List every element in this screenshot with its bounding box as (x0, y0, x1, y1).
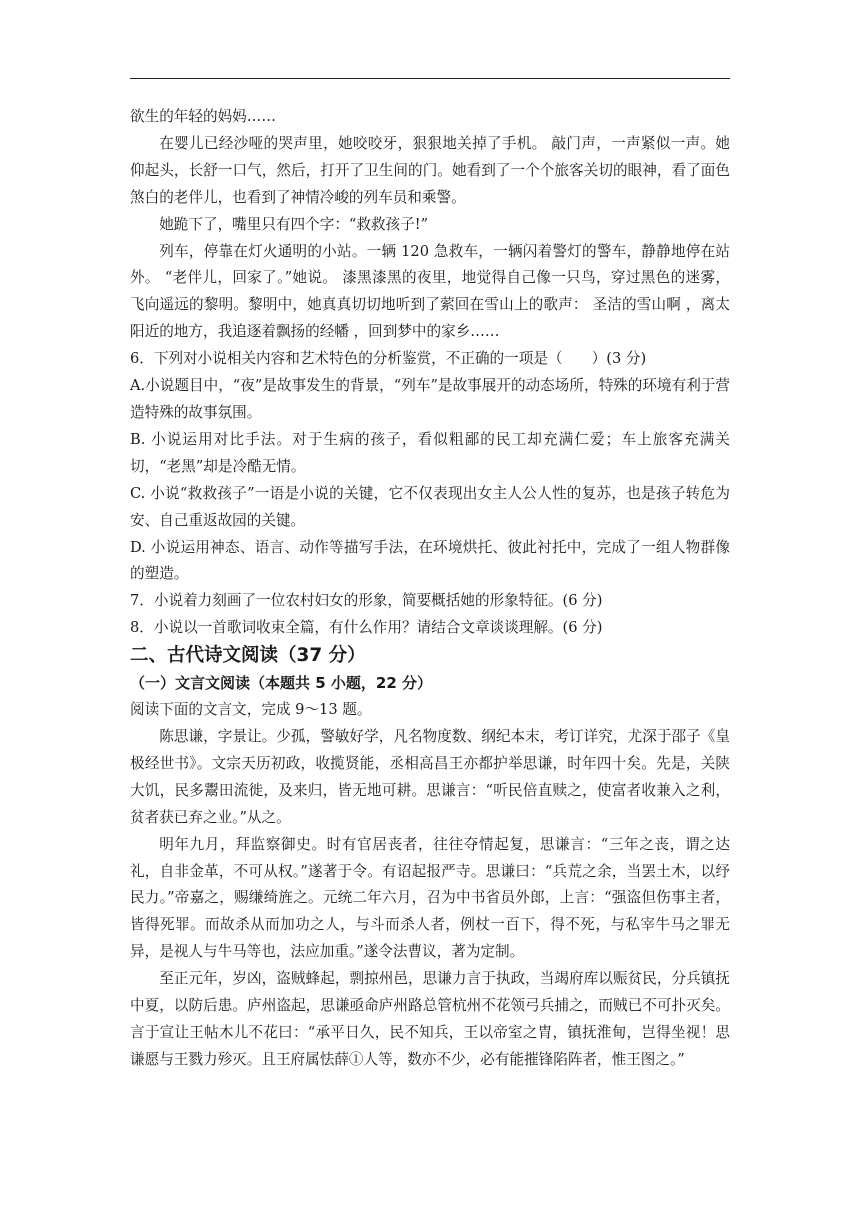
subsection-title: （一）文言文阅读（本题共 5 小题，22 分） (130, 674, 432, 693)
header-rule (130, 78, 730, 79)
page-content (130, 104, 730, 1074)
question-6-option-c: C. 小说“救救孩子”一语是小说的关键，它不仅表现出女主人公人性的复苏，也是孩子转危为安、自己重返故园的关键。 (130, 484, 730, 529)
section-2-title: 二、古代诗文阅读（37 分） (130, 645, 366, 667)
story-paragraph: 她跪下了，嘴里只有四个字：“救救孩子!” (159, 215, 429, 233)
question-6-stem: 6．下列对小说相关内容和艺术特色的分析鉴赏，不正确的一项是（ ）(3 分) (130, 350, 647, 368)
question-6-option-a: A.小说题目中，“夜”是故事发生的背景，“列车”是故事展开的动态场所，特殊的环境有利于营造特殊的故事氛围。 (130, 377, 730, 421)
classical-paragraph: 明年九月，拜监察御史。时有官居丧者，往往夺情起复，思谦言：“三年之丧，谓之达礼，自非金革，不可从权。”遂著于令。有诏起报严寺。思谦曰：“兵荒之余，当罢土木，以纾民力。”帝嘉之，赐缣绮旌之。元统二年六月，召为中书省员外郎，上言：“强盗但伤事主者，皆得死罪。而故杀从而加功之人，与斗而杀人者，例杖一百下，得不死，与私宰牛马之罪无异，是视人与牛马等也，法应加重。”遂令法曹议，著为定制。 (130, 835, 730, 961)
story-paragraph: 列车，停靠在灯火通明的小站。一辆 120 急救车，一辆闪着警灯的警车，静静地停在站外。 “老伴儿，回家了。”她说。 漆黑漆黑的夜里，地觉得自己像一只鸟，穿过黑色的迷雾，飞向遥远的黎明。黎明中，她真真切切地听到了萦回在雪山上的歌声： 圣洁的雪山啊 ，离太阳近的地方，我追逐着飘扬的经幡 ，回到梦中的家乡…… (130, 242, 730, 341)
reading-instruction: 阅读下面的文言文，完成 9～13 题。 (130, 701, 372, 719)
question-6-option-d: D. 小说运用神态、语言、动作等描写手法，在环境烘托、彼此衬托中，完成了一组人物群像的塑造。 (130, 538, 730, 583)
question-8: 8．小说以一首歌词收束全篇，有什么作用？请结合文章谈谈理解。(6 分) (130, 619, 603, 637)
question-6-option-b: B. 小说运用对比手法。对于生病的孩子，看似粗鄙的民工却充满仁爱；车上旅客充满关切，“老黑”却是冷酷无情。 (130, 430, 730, 475)
story-line-continued: 欲生的年轻的妈妈…… (130, 108, 276, 125)
story-paragraph: 在婴儿已经沙哑的哭声里，她咬咬牙，狠狠地关掉了手机。 敲门声，一声紧似一声。她仰起头，长舒一口气，然后，打开了卫生间的门。她看到了一个个旅客关切的眼神，看了面色煞白的老伴儿，也看到了神情冷峻的列车员和乘警。 (130, 134, 730, 206)
question-7: 7．小说着力刻画了一位农村妇女的形象，简要概括她的形象特征。(6 分) (130, 592, 603, 610)
classical-paragraph: 至正元年，岁凶，盗贼蜂起，剽掠州邑，思谦力言于执政，当竭府库以赈贫民，分兵镇抚中夏，以防后患。庐州盗起，思谦亟命庐州路总管杭州不花领弓兵捕之，而贼已不可扑灭矣。言于宣让王帖木儿不花曰：“承平日久，民不知兵，王以帝室之胄，镇抚淮甸，岂得坐视！思谦愿与王戮力殄灭。且王府属怯薛①人等，数亦不少，必有能摧锋陷阵者，惟王图之。” (130, 970, 730, 1068)
classical-paragraph: 陈思谦，字景让。少孤，警敏好学，凡名物度数、纲纪本末，考订详究，尤深于邵子《皇极经世书》。文宗天历初政，收揽贤能，丞相高昌王亦都护举思谦，时年四十矣。先是，关陕大饥，民多鬻田流徙，及来归，皆无地可耕。思谦言：“听民倍直赎之，使富者收兼入之利，贫者获已弃之业。”从之。 (130, 728, 730, 826)
